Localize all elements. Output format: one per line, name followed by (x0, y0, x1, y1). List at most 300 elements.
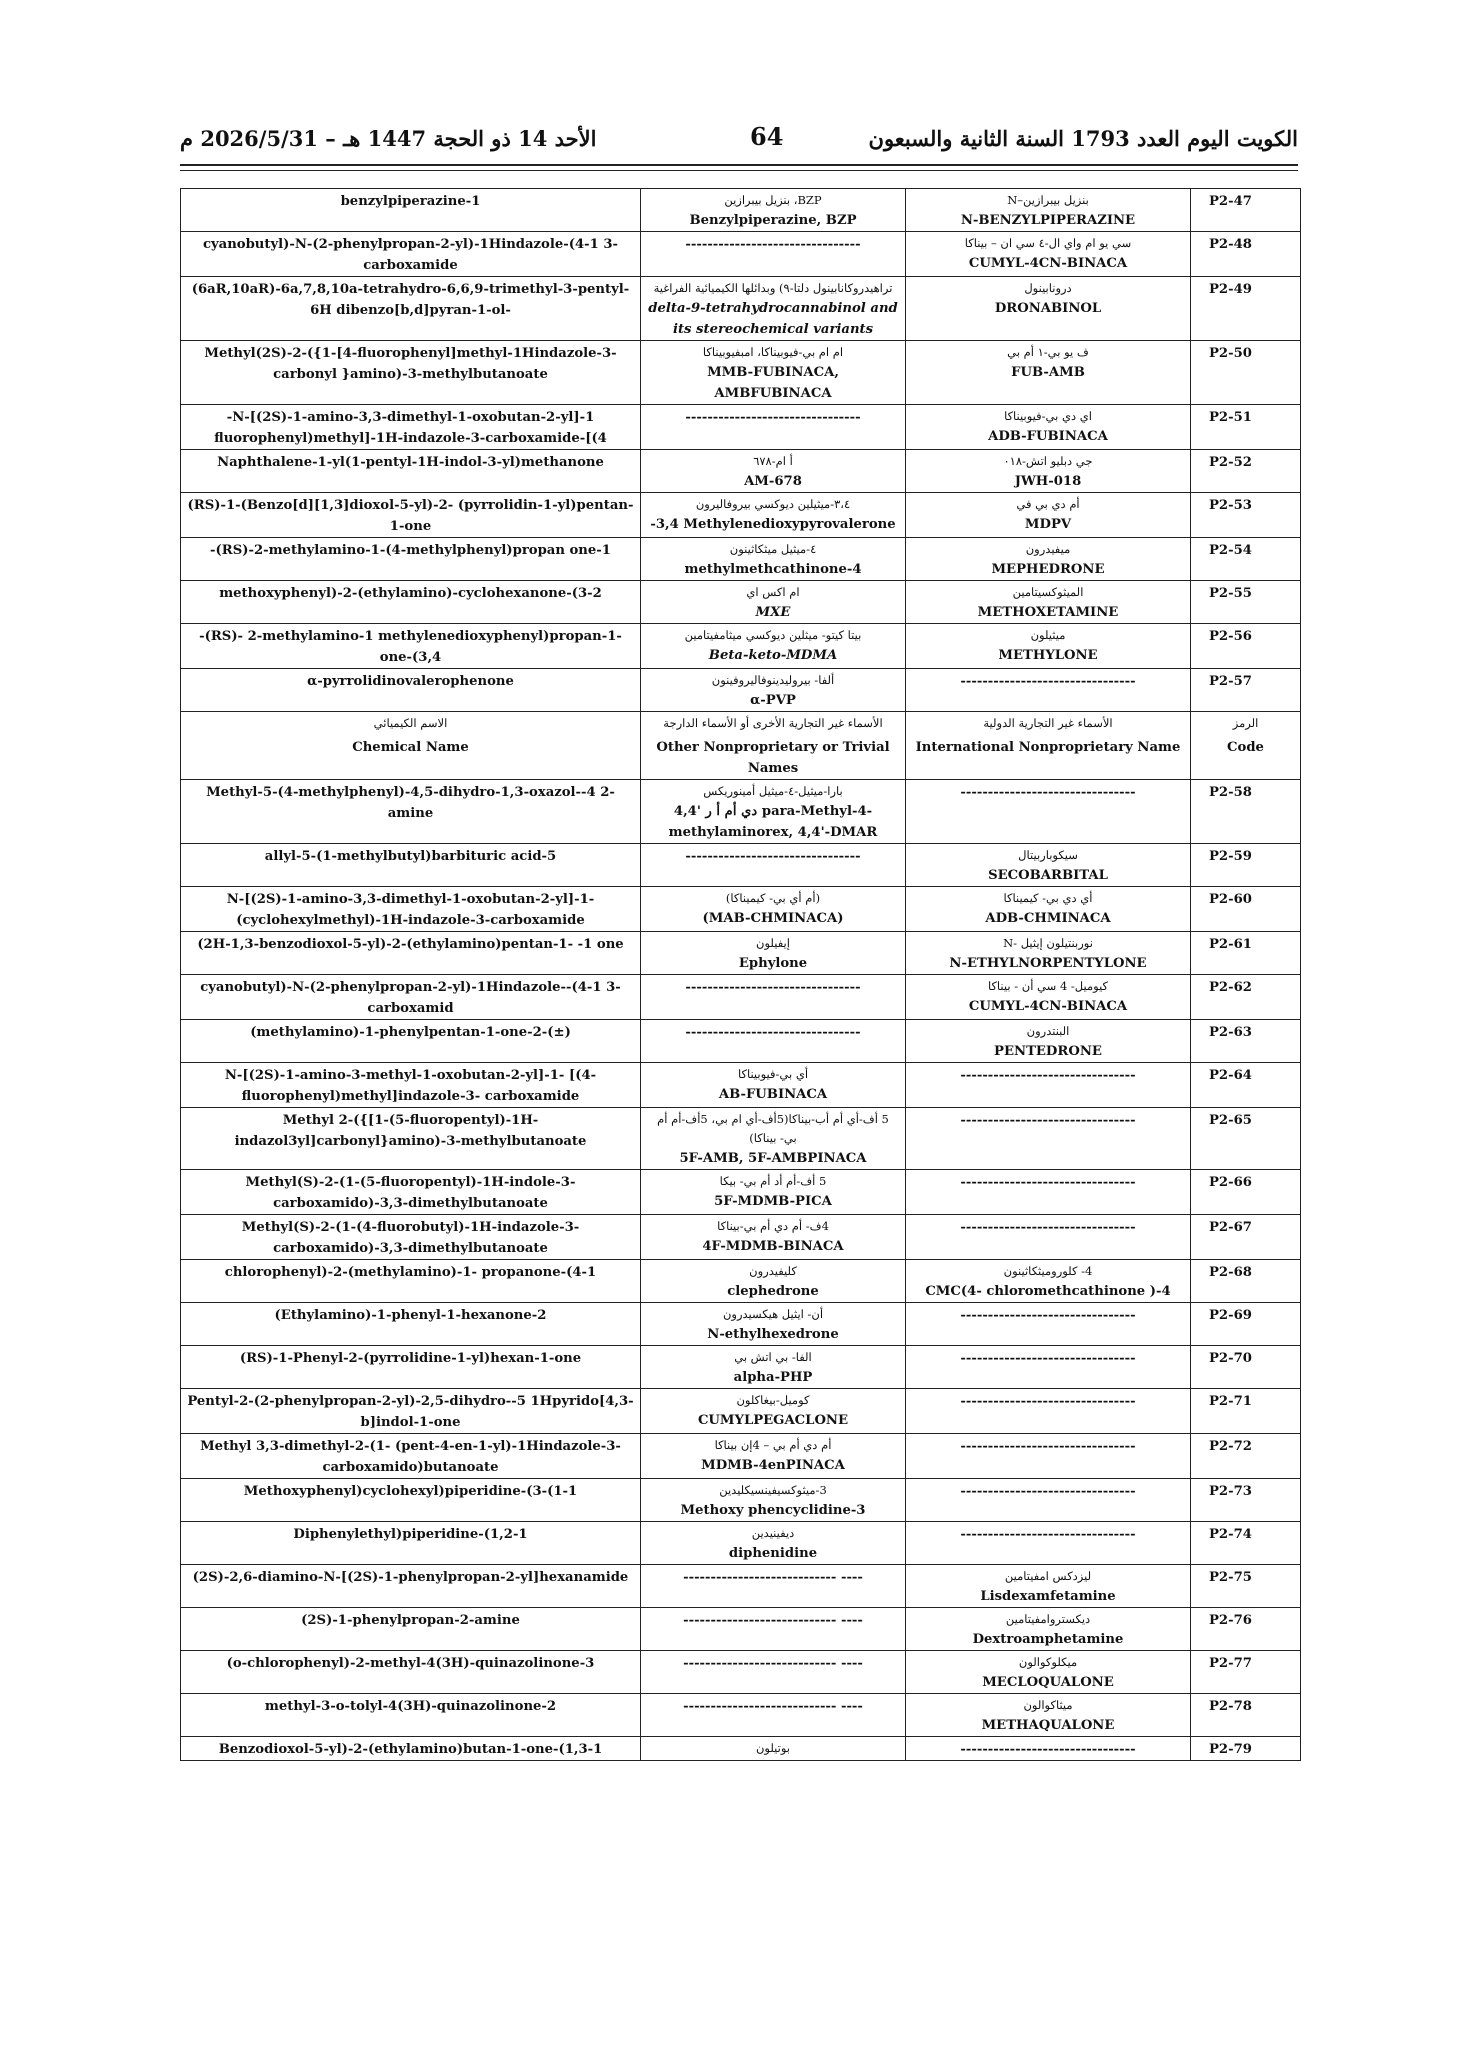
other-name-arabic: ام ام بي-فيوبيناكا، امبفيوبيناكا (702, 345, 844, 359)
other-names-cell (641, 1479, 906, 1522)
other-names-cell (641, 277, 906, 341)
other-name-english: 4F-MDMB-BINACA (702, 1239, 844, 1254)
inn-cell (906, 1651, 1191, 1694)
code-cell (1191, 1346, 1301, 1389)
code: P2-73 (1209, 1484, 1252, 1499)
chemical-name: (2S)-2,6-diamino-N-[(2S)-1-phenylpropan-2-yl]hexanamide (192, 1570, 629, 1585)
column-header-other-names (641, 712, 906, 780)
chemical-name-cell (181, 1651, 641, 1694)
other-name-arabic: بيتا كيتو- ميثلين ديوكسي ميثامفيتامين (684, 628, 862, 642)
chemical-name-cell (181, 1170, 641, 1215)
other-names-cell (641, 232, 906, 277)
inn-arabic: ف يو بي-١ أم بي (1007, 345, 1089, 359)
table-row (181, 1260, 1301, 1303)
other-name-english: Methoxy phencyclidine-3 (680, 1503, 866, 1518)
inn-cell (906, 975, 1191, 1020)
code: P2-61 (1209, 937, 1252, 952)
table-row (181, 1389, 1301, 1434)
inn-cell (906, 1434, 1191, 1479)
chemical-name: Methoxyphenyl)cyclohexyl)piperidine-(3-(1-1 (243, 1484, 578, 1499)
column-header-chemical-name-english: Chemical Name (352, 740, 469, 755)
inn-english: -------------------------------- (960, 1308, 1136, 1323)
other-name-english: ---------------------------- ---- (683, 1699, 863, 1714)
other-name-english: -------------------------------- (685, 1025, 861, 1040)
inn-english: METHAQUALONE (981, 1718, 1115, 1733)
chemical-name: benzylpiperazine-1 (340, 194, 481, 209)
code-cell (1191, 1651, 1301, 1694)
table-row (181, 277, 1301, 341)
other-names-cell (641, 1608, 906, 1651)
code-cell (1191, 1389, 1301, 1434)
other-name-english: MMB-FUBINACA, AMBFUBINACA (707, 365, 839, 401)
inn-cell (906, 450, 1191, 493)
chemical-name: (methylamino)-1-phenylpentan-1-one-2-(±) (250, 1025, 571, 1040)
table-row (181, 1215, 1301, 1260)
table-row (181, 189, 1301, 232)
other-names-cell (641, 624, 906, 669)
code-cell (1191, 232, 1301, 277)
chemical-name-cell (181, 493, 641, 538)
code-cell (1191, 1479, 1301, 1522)
code-cell (1191, 1303, 1301, 1346)
code-cell (1191, 1260, 1301, 1303)
other-name-arabic: (أم أي بي- كيميناكا) (725, 891, 821, 905)
table-row (181, 1694, 1301, 1737)
inn-english: -------------------------------- (960, 1351, 1136, 1366)
code: P2-77 (1209, 1656, 1252, 1671)
table-row (181, 1737, 1301, 1761)
chemical-name-cell (181, 624, 641, 669)
table-row (181, 1063, 1301, 1108)
chemical-name-cell (181, 581, 641, 624)
inn-cell (906, 1215, 1191, 1260)
code-cell (1191, 1565, 1301, 1608)
chemical-name: (Ethylamino)-1-phenyl-1-hexanone-2 (274, 1308, 547, 1323)
other-name-english: -------------------------------- (685, 980, 861, 995)
header-gazette-title: الكويت اليوم العدد 1793 السنة الثانية والسبعون (868, 126, 1298, 151)
chemical-name: methyl-3-o-tolyl-4(3H)-quinazolinone-2 (264, 1699, 557, 1714)
code: P2-71 (1209, 1394, 1252, 1409)
code: P2-48 (1209, 237, 1252, 252)
column-header-other-names-english: Other Nonproprietary or Trivial Names (656, 740, 890, 776)
inn-english: SECOBARBITAL (988, 868, 1108, 883)
other-name-english: -------------------------------- (685, 410, 861, 425)
other-name-english: 4,4' دي أم أ ر para-Methyl-4- methylaminorex, 4,4'-DMAR (668, 804, 878, 840)
other-names-cell (641, 581, 906, 624)
inn-english: MDPV (1024, 517, 1072, 532)
table-row (181, 887, 1301, 932)
other-names-cell (641, 1303, 906, 1346)
other-names-cell (641, 1522, 906, 1565)
chemical-name-cell (181, 669, 641, 712)
other-names-cell (641, 1108, 906, 1170)
other-name-english: diphenidine (728, 1546, 818, 1561)
code-cell (1191, 669, 1301, 712)
inn-arabic: ميكلوكوالون (1018, 1655, 1078, 1669)
chemical-name: cyanobutyl)-N-(2-phenylpropan-2-yl)-1Hindazole-(4-1 3-carboxamide (202, 237, 619, 273)
chemical-name-cell (181, 1565, 641, 1608)
inn-arabic: درونابينول (1024, 281, 1072, 295)
other-name-english: -------------------------------- (685, 849, 861, 864)
chemical-name: (o-chlorophenyl)-2-methyl-4(3H)-quinazolinone-3 (226, 1656, 595, 1671)
header-rule (180, 164, 1298, 166)
other-name-english: MXE (755, 605, 791, 620)
header-date: الأحد 14 ذو الحجة 1447 هـ – 2026/5/31 م (180, 126, 597, 151)
chemical-name-cell (181, 189, 641, 232)
other-name-arabic: بوتيلون (755, 1741, 790, 1755)
inn-english: CMC(4- chloromethcathinone )-4 (925, 1284, 1171, 1299)
code: P2-58 (1209, 785, 1252, 800)
column-header-code-english: Code (1227, 740, 1264, 755)
chemical-name-cell (181, 538, 641, 581)
inn-english: MEPHEDRONE (991, 562, 1105, 577)
inn-cell (906, 1108, 1191, 1170)
chemical-name: (6aR,10aR)-6a,7,8,10a-tetrahydro-6,6,9-trimethyl-3-pentyl-6H dibenzo[b,d]pyran-1-ol- (191, 282, 630, 318)
other-names-cell (641, 1389, 906, 1434)
chemical-name: α-pyrrolidinovalerophenone (307, 674, 514, 689)
inn-arabic: كيوميل- 4 سي أن - بيناكا (987, 979, 1109, 993)
other-name-arabic: أم دي أم بي – 4إن بيناكا (714, 1438, 832, 1452)
chemical-name: -(RS)-2-methylamino-1-(4-methylphenyl)propan one-1 (210, 543, 611, 558)
inn-english: -------------------------------- (960, 1484, 1136, 1499)
code: P2-60 (1209, 892, 1252, 907)
chemical-name: Methyl 3,3-dimethyl-2-(1- (pent-4-en-1-yl)-1Hindazole-3-carboxamido)butanoate (200, 1439, 621, 1475)
inn-arabic: ديكستروامفيتامين (1005, 1612, 1091, 1626)
inn-english: -------------------------------- (960, 1394, 1136, 1409)
code-cell (1191, 341, 1301, 405)
page-number: 64 (750, 122, 784, 151)
chemical-name: N-[(2S)-1-amino-3-methyl-1-oxobutan-2-yl]-1- [(4-fluorophenyl)methyl]indazole-3- carboxamide (224, 1068, 597, 1104)
other-names-cell (641, 1260, 906, 1303)
chemical-name-cell (181, 1303, 641, 1346)
code: P2-49 (1209, 282, 1252, 297)
inn-cell (906, 669, 1191, 712)
inn-arabic: جي دبليو اتش-٠١٨ (1003, 454, 1093, 468)
chemical-name-cell (181, 887, 641, 932)
other-name-english: MDMB-4enPINACA (701, 1458, 845, 1473)
chemical-name: Pentyl-2-(2-phenylpropan-2-yl)-2,5-dihydro--5 1Hpyrido[4,3-b]indol-1-one (187, 1394, 634, 1430)
table-row (181, 1170, 1301, 1215)
code-cell (1191, 538, 1301, 581)
chemical-name-cell (181, 1215, 641, 1260)
chemical-name-cell (181, 405, 641, 450)
inn-cell (906, 341, 1191, 405)
inn-cell (906, 189, 1191, 232)
other-name-arabic: ٤-ميثيل ميثكاثينون (729, 542, 817, 556)
inn-cell (906, 932, 1191, 975)
chemical-name: (2H-1,3-benzodioxol-5-yl)-2-(ethylamino)pentan-1- -1 one (197, 937, 624, 952)
code: P2-79 (1209, 1742, 1252, 1757)
table-row (181, 1565, 1301, 1608)
other-name-arabic: كليفيدرون (749, 1264, 797, 1278)
inn-english: -------------------------------- (960, 1220, 1136, 1235)
code-cell (1191, 887, 1301, 932)
chemical-name: Methyl(2S)-2-({1-[4-fluorophenyl]methyl-1Hindazole-3-carbonyl }amino)-3-methylbutanoate (204, 346, 617, 382)
inn-arabic: ليزدكس امفيتامين (1004, 1569, 1092, 1583)
other-name-english: AM-678 (744, 474, 802, 489)
table-row (181, 450, 1301, 493)
code: P2-50 (1209, 346, 1252, 361)
code-cell (1191, 844, 1301, 887)
code-cell (1191, 1215, 1301, 1260)
inn-arabic: أي دي بي- كيميناكا (1003, 891, 1093, 905)
code-cell (1191, 493, 1301, 538)
other-names-cell (641, 405, 906, 450)
table-row (181, 581, 1301, 624)
column-header-other-names-arabic: الأسماء غير التجارية الأخرى أو الأسماء الدارجة (663, 716, 883, 730)
table-row (181, 624, 1301, 669)
other-name-arabic: ام اكس اي (746, 585, 800, 599)
inn-english: -------------------------------- (960, 1439, 1136, 1454)
code: P2-64 (1209, 1068, 1252, 1083)
inn-cell (906, 581, 1191, 624)
table-row (181, 1108, 1301, 1170)
inn-english: N-ETHYLNORPENTYLONE (949, 956, 1147, 971)
chemical-name-cell (181, 450, 641, 493)
table-row (181, 1608, 1301, 1651)
other-names-cell (641, 1063, 906, 1108)
other-names-cell (641, 1170, 906, 1215)
other-name-arabic: إيفيلون (756, 936, 790, 950)
other-name-arabic: 5 أف-أم أد أم بي- بيكا (719, 1174, 827, 1188)
chemical-name: methoxyphenyl)-2-(ethylamino)-cyclohexanone-(3-2 (219, 586, 602, 601)
code: P2-59 (1209, 849, 1252, 864)
other-name-arabic: أ ام-٦٧٨ (753, 454, 793, 468)
inn-cell (906, 1479, 1191, 1522)
other-names-cell (641, 1694, 906, 1737)
code-cell (1191, 189, 1301, 232)
other-names-cell (641, 450, 906, 493)
inn-english: CUMYL-4CN-BINACA (968, 256, 1128, 271)
inn-english: METHOXETAMINE (977, 605, 1119, 620)
other-names-cell (641, 669, 906, 712)
inn-english: -------------------------------- (960, 1113, 1136, 1128)
inn-cell (906, 1522, 1191, 1565)
code: P2-66 (1209, 1175, 1252, 1190)
code: P2-78 (1209, 1699, 1252, 1714)
other-name-english: α-PVP (750, 693, 796, 708)
column-header-inn-english: International Nonproprietary Name (915, 740, 1181, 755)
column-header-chemical-name (181, 712, 641, 780)
substances-table (180, 188, 1301, 1761)
chemical-name: Methyl-5-(4-methylphenyl)-4,5-dihydro-1,3-oxazol--4 2- amine (206, 785, 615, 821)
inn-english: JWH-018 (1014, 474, 1082, 489)
table-row (181, 1434, 1301, 1479)
code-cell (1191, 624, 1301, 669)
code-cell (1191, 450, 1301, 493)
code: P2-52 (1209, 455, 1252, 470)
other-name-arabic: أن- ايثيل هيكسيدرون (722, 1307, 824, 1321)
code: P2-54 (1209, 543, 1252, 558)
other-names-cell (641, 189, 906, 232)
chemical-name-cell (181, 232, 641, 277)
inn-cell (906, 1737, 1191, 1761)
column-header-inn (906, 712, 1191, 780)
chemical-name-cell (181, 1522, 641, 1565)
other-name-arabic: تراهيدروكانابينول دلتا-٩) وبدائلها الكيميائية الفراغية (653, 281, 893, 295)
code: P2-47 (1209, 194, 1252, 209)
other-names-cell (641, 780, 906, 844)
code: P2-65 (1209, 1113, 1252, 1128)
inn-english: METHYLONE (998, 648, 1098, 663)
chemical-name: Methyl(S)-2-(1-(4-fluorobutyl)-1H-indazole-3-carboxamido)-3,3-dimethylbutanoate (241, 1220, 580, 1256)
table-row (181, 1346, 1301, 1389)
inn-cell (906, 493, 1191, 538)
inn-cell (906, 887, 1191, 932)
other-name-arabic: بارا-ميثيل-٤-ميثيل أمينوريكس (703, 784, 843, 798)
code: P2-72 (1209, 1439, 1252, 1454)
other-name-arabic: الفا- بي اتش بي (734, 1350, 812, 1364)
code-cell (1191, 1063, 1301, 1108)
code-cell (1191, 1522, 1301, 1565)
other-names-cell (641, 975, 906, 1020)
code: P2-76 (1209, 1613, 1252, 1628)
other-names-cell (641, 1215, 906, 1260)
code: P2-56 (1209, 629, 1252, 644)
code-cell (1191, 1608, 1301, 1651)
page-header (180, 118, 1298, 162)
inn-arabic: الميثوكسيتامين (1012, 585, 1084, 599)
inn-english: Lisdexamfetamine (980, 1589, 1116, 1604)
other-name-arabic: ألفا- بيروليدينوفاليروفينون (711, 673, 835, 687)
other-name-english: N-ethylhexedrone (707, 1327, 839, 1342)
chemical-name-cell (181, 1346, 641, 1389)
other-name-english: 5F-AMB, 5F-AMBPINACA (679, 1151, 867, 1166)
other-names-cell (641, 341, 906, 405)
inn-cell (906, 1346, 1191, 1389)
code-cell (1191, 1694, 1301, 1737)
other-name-arabic: 5 أف-أي أم أب-بيناكا(5أف-أي ام بي، 5أف-أم أم بي- بيناكا) (657, 1112, 889, 1145)
chemical-name-cell (181, 1389, 641, 1434)
inn-cell (906, 1260, 1191, 1303)
chemical-name: N-[(2S)-1-amino-3,3-dimethyl-1-oxobutan-2-yl]-1-(cyclohexylmethyl)-1H-indazole-3-carboxamide (226, 892, 595, 928)
chemical-name: Benzodioxol-5-yl)-2-(ethylamino)butan-1-one-(1,3-1 (218, 1742, 603, 1757)
chemical-name-cell (181, 1020, 641, 1063)
table-row (181, 1303, 1301, 1346)
code-cell (1191, 277, 1301, 341)
other-name-english: alpha-PHP (733, 1370, 813, 1385)
code: P2-68 (1209, 1265, 1252, 1280)
inn-arabic: بنزيل بيبرازين–N (1007, 193, 1089, 207)
other-name-english: (MAB-CHMINACA) (702, 911, 844, 926)
other-name-arabic: 4ف- أم دي أم بي-بيناكا (717, 1219, 829, 1233)
other-name-english: methylmethcathinone-4 (684, 562, 862, 577)
inn-arabic: ميثيلون (1030, 628, 1066, 642)
table-row (181, 1020, 1301, 1063)
code: P2-51 (1209, 410, 1252, 425)
inn-cell (906, 1608, 1191, 1651)
inn-cell (906, 1170, 1191, 1215)
other-name-english: 5F-MDMB-PICA (714, 1194, 832, 1209)
table-row (181, 538, 1301, 581)
chemical-name: (RS)-1-Phenyl-2-(pyrrolidine-1-yl)hexan-1-one (239, 1351, 582, 1366)
chemical-name-cell (181, 1694, 641, 1737)
other-names-cell (641, 1346, 906, 1389)
chemical-name-cell (181, 1063, 641, 1108)
chemical-name-cell (181, 1434, 641, 1479)
code-cell (1191, 932, 1301, 975)
inn-cell (906, 277, 1191, 341)
table-row (181, 780, 1301, 844)
other-name-arabic: ٣،٤-ميثيلين ديوكسي بيروفاليرون (695, 497, 851, 511)
chemical-name-cell (181, 277, 641, 341)
code: P2-75 (1209, 1570, 1252, 1585)
other-name-english: -3,4 Methylenedioxypyrovalerone (650, 517, 896, 532)
other-names-cell (641, 844, 906, 887)
chemical-name-cell (181, 1737, 641, 1761)
chemical-name: Naphthalene-1-yl(1-pentyl-1H-indol-3-yl)methanone (217, 455, 604, 470)
inn-arabic: 4- كلوروميثكاثينون (1003, 1264, 1093, 1278)
table-row (181, 341, 1301, 405)
chemical-name-cell (181, 975, 641, 1020)
table-row (181, 975, 1301, 1020)
other-name-arabic: أي بي-فيوبيناكا (737, 1067, 809, 1081)
other-names-cell (641, 1651, 906, 1694)
chemical-name: (2S)-1-phenylpropan-2-amine (301, 1613, 520, 1628)
other-name-english: Benzylpiperazine, BZP (689, 213, 857, 228)
table-row (181, 1651, 1301, 1694)
table-row (181, 232, 1301, 277)
column-header-inn-arabic: الأسماء غير التجارية الدولية (983, 716, 1113, 730)
inn-arabic: نوربنتيلون إيثيل -N (1003, 936, 1093, 950)
code: P2-70 (1209, 1351, 1252, 1366)
code: P2-67 (1209, 1220, 1252, 1235)
table-row (181, 405, 1301, 450)
chemical-name: Methyl(S)-2-(1-(5-fluoropentyl)-1H-indole-3-carboxamido)-3,3-dimethylbutanoate (245, 1175, 576, 1211)
code-cell (1191, 405, 1301, 450)
table-row (181, 932, 1301, 975)
inn-arabic: سي يو ام واي ال-٤ سي ان – بيناكا (964, 236, 1132, 250)
inn-cell (906, 780, 1191, 844)
inn-english: N-BENZYLPIPERAZINE (960, 213, 1136, 228)
table-row (181, 493, 1301, 538)
inn-cell (906, 624, 1191, 669)
inn-english: -------------------------------- (960, 1175, 1136, 1190)
inn-english: FUB-AMB (1011, 365, 1085, 380)
other-name-english: Ephylone (738, 956, 808, 971)
chemical-name-cell (181, 1608, 641, 1651)
code: P2-74 (1209, 1527, 1252, 1542)
other-names-cell (641, 493, 906, 538)
inn-arabic: ميثاكوالون (1023, 1698, 1073, 1712)
chemical-name-cell (181, 341, 641, 405)
other-name-arabic: ديفينيدين (751, 1526, 795, 1540)
chemical-name-cell (181, 1260, 641, 1303)
other-name-english: AB-FUBINACA (718, 1087, 828, 1102)
inn-english: -------------------------------- (960, 785, 1136, 800)
code-cell (1191, 1737, 1301, 1761)
code: P2-63 (1209, 1025, 1252, 1040)
inn-english: -------------------------------- (960, 1068, 1136, 1083)
inn-cell (906, 1694, 1191, 1737)
other-names-cell (641, 887, 906, 932)
other-names-cell (641, 538, 906, 581)
code-cell (1191, 1108, 1301, 1170)
other-names-cell (641, 1737, 906, 1761)
other-name-english: clephedrone (727, 1284, 819, 1299)
other-name-english: ---------------------------- ---- (683, 1613, 863, 1628)
chemical-name-cell (181, 780, 641, 844)
inn-cell (906, 1565, 1191, 1608)
code-cell (1191, 780, 1301, 844)
inn-cell (906, 538, 1191, 581)
chemical-name: chlorophenyl)-2-(methylamino)-1- propanone-(4-1 (224, 1265, 597, 1280)
inn-english: PENTEDRONE (994, 1044, 1102, 1059)
inn-english: ADB-CHMINACA (985, 911, 1111, 926)
chemical-name-cell (181, 1108, 641, 1170)
table-row (181, 1522, 1301, 1565)
code: P2-62 (1209, 980, 1252, 995)
